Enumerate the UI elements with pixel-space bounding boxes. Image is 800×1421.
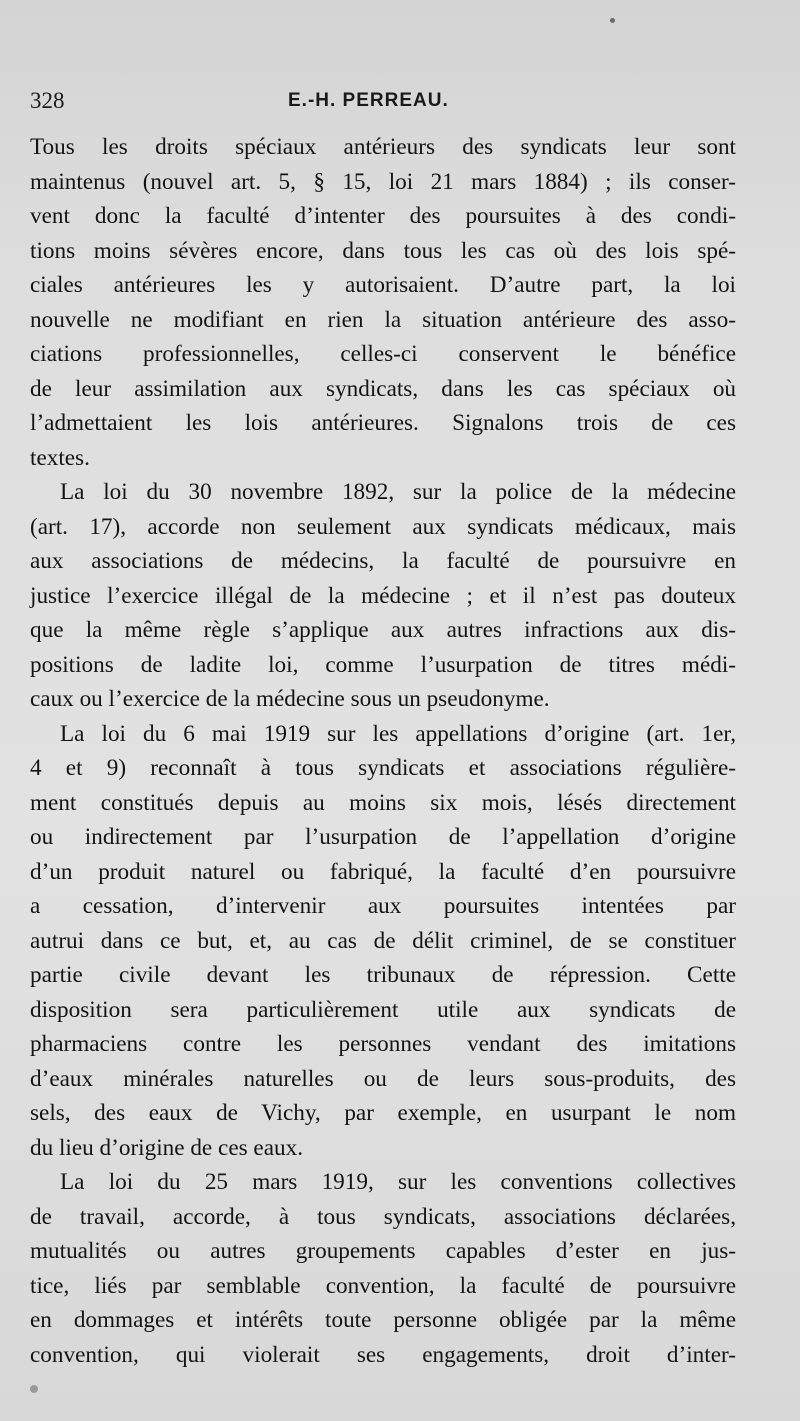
paragraph-2 bbox=[30, 475, 736, 717]
text-line: La loi du 6 mai 1919 sur les appellations d’origine (art. 1er, bbox=[60, 720, 736, 747]
page-header bbox=[30, 88, 710, 118]
text-line: convention, qui violerait ses engagements, droit d’inter- bbox=[30, 1341, 736, 1368]
text-line: justice l’exercice illégal de la médecine ; et il n’est pas douteux bbox=[30, 582, 736, 609]
paragraph-1 bbox=[30, 130, 736, 475]
text-line: 4 et 9) reconnaît à tous syndicats et associations régulière- bbox=[30, 755, 736, 781]
text-line: nouvelle ne modifiant en rien la situation antérieure des asso- bbox=[30, 306, 736, 333]
text-line: ou indirectement par l’usurpation de l’appellation d’origine bbox=[30, 824, 736, 850]
text-line: ciales antérieures les y autorisaient. D’autre part, la loi bbox=[30, 272, 736, 298]
text-line: a cessation, d’intervenir aux poursuites intentées par bbox=[30, 893, 736, 919]
page-number: 328 bbox=[30, 88, 65, 113]
paper-speck bbox=[30, 1385, 38, 1393]
text-line: caux ou l’exercice de la médecine sous un pseudonyme. bbox=[30, 686, 550, 712]
text-line: ment constitués depuis au moins six mois, lésés directement bbox=[30, 789, 736, 816]
text-line: que la même règle s’applique aux autres infractions aux dis- bbox=[30, 617, 736, 643]
running-head: E.-H. PERREAU. bbox=[288, 90, 449, 111]
text-line: autrui dans ce but, et, au cas de délit criminel, de se constituer bbox=[30, 927, 736, 954]
text-line: partie civile devant les tribunaux de répression. Cette bbox=[30, 962, 736, 988]
text-line: La loi du 30 novembre 1892, sur la police de la médecine bbox=[60, 479, 736, 505]
text-line: sels, des eaux de Vichy, par exemple, en usurpant le nom bbox=[30, 1100, 736, 1126]
text-line: pharmaciens contre les personnes vendant des imitations bbox=[30, 1031, 736, 1057]
paragraph-4 bbox=[30, 1165, 736, 1372]
text-line: mutualités ou autres groupements capables d’ester en jus- bbox=[30, 1238, 736, 1264]
body-text bbox=[30, 130, 736, 1372]
text-line: l’admettaient les lois antérieures. Signalons trois de ces bbox=[30, 410, 736, 436]
text-line: positions de ladite loi, comme l’usurpation de titres médi- bbox=[30, 651, 736, 678]
text-line: La loi du 25 mars 1919, sur les conventions collectives bbox=[60, 1169, 736, 1195]
text-line: (art. 17), accorde non seulement aux syndicats médicaux, mais bbox=[30, 513, 736, 540]
text-line: du lieu d’origine de ces eaux. bbox=[30, 1134, 303, 1161]
text-line: textes. bbox=[30, 444, 90, 471]
text-line: ciations professionnelles, celles-ci conservent le bénéfice bbox=[30, 341, 736, 367]
text-line: aux associations de médecins, la faculté de poursuivre en bbox=[30, 548, 736, 574]
text-line: d’eaux minérales naturelles ou de leurs sous-produits, des bbox=[30, 1065, 736, 1092]
text-line: Tous les droits spéciaux antérieurs des syndicats leur sont bbox=[30, 134, 736, 160]
text-line: de travail, accorde, à tous syndicats, associations déclarées, bbox=[30, 1203, 736, 1230]
text-line: tions moins sévères encore, dans tous les cas où des lois spé- bbox=[30, 237, 736, 264]
text-line: en dommages et intérêts toute personne obligée par la même bbox=[30, 1307, 736, 1333]
text-line: de leur assimilation aux syndicats, dans les cas spéciaux où bbox=[30, 375, 736, 402]
text-line: disposition sera particulièrement utile aux syndicats de bbox=[30, 996, 736, 1023]
text-line: d’un produit naturel ou fabriqué, la faculté d’en poursuivre bbox=[30, 858, 736, 885]
text-line: maintenus (nouvel art. 5, § 15, loi 21 mars 1884) ; ils conser- bbox=[30, 168, 736, 195]
paragraph-3 bbox=[30, 717, 736, 1166]
text-line: tice, liés par semblable convention, la faculté de poursuivre bbox=[30, 1272, 736, 1299]
text-line: vent donc la faculté d’intenter des poursuites à des condi- bbox=[30, 203, 736, 229]
paper-speck bbox=[610, 18, 615, 23]
